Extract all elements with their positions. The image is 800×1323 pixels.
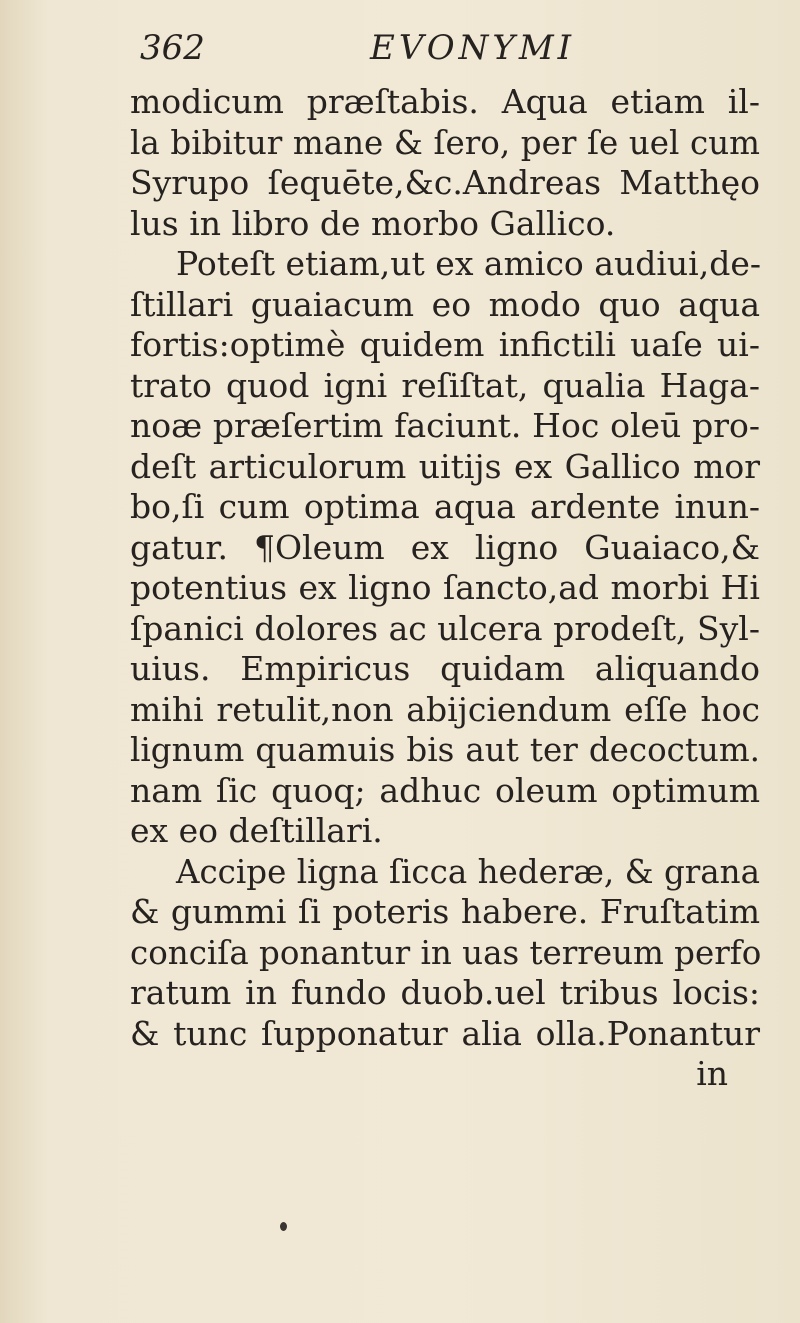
- text-line: ſpanici dolores ac ulcera prodeſt, Syl-: [130, 608, 760, 648]
- catchword: in: [696, 1054, 728, 1093]
- text-line: noæ præſertim faciunt. Hoc oleū pro-: [130, 406, 760, 445]
- ink-dot: [280, 1222, 287, 1231]
- text-line: Poteſt etiam,ut ex amico audiui,de-: [176, 244, 761, 283]
- text-line: conciſa ponantur in uas terreum perfo: [130, 933, 762, 972]
- page-number: 362: [140, 28, 205, 68]
- text-line: mihi retulit,non abijciendum eſſe hoc: [130, 689, 760, 729]
- text-line: fortis:optimè quidem infictili uaſe ui-: [130, 325, 760, 364]
- text-line: & tunc ſupponatur alia olla.Ponantur: [130, 1013, 760, 1053]
- text-line: deſt articulorum uitijs ex Gallico mor: [130, 446, 760, 486]
- running-title: EVONYMI: [370, 28, 576, 68]
- text-line: la bibitur mane & ſero, per ſe uel cum: [130, 123, 760, 162]
- text-line: modicum præſtabis. Aqua etiam il-: [130, 82, 760, 121]
- text-line: bo,ſi cum optima aqua ardente inun-: [130, 487, 760, 526]
- text-line: nam ſic quoq; adhuc oleum optimum: [130, 770, 760, 810]
- text-line: lignum quamuis bis aut ter decoctum.: [130, 731, 760, 769]
- text-line: gatur. ¶Oleum ex ligno Guaiaco,&: [130, 527, 760, 567]
- text-line: Accipe ligna ſicca hederæ, & grana: [176, 852, 760, 891]
- text-line: uius. Empiricus quidam aliquando: [130, 649, 760, 688]
- text-line: ſtillari guaiacum eo modo quo aqua: [130, 284, 760, 324]
- text-line: ratum in fundo duob.uel tribus locis:: [130, 973, 760, 1012]
- text-line: trato quod igni reſiſtat, qualia Haga-: [130, 365, 760, 405]
- text-line: ex eo deſtillari.: [130, 811, 383, 850]
- text-line: potentius ex ligno ſancto,ad morbi Hi: [130, 568, 760, 607]
- body-text: [130, 82, 760, 1095]
- text-line: & gummi ſi poteris habere. Fruſtatim: [130, 892, 760, 931]
- text-line: lus in libro de morbo Gallico.: [130, 203, 616, 243]
- text-line: Syrupo ſequēte,&c.Andreas Matthęo: [130, 163, 760, 202]
- page-header: [140, 28, 740, 78]
